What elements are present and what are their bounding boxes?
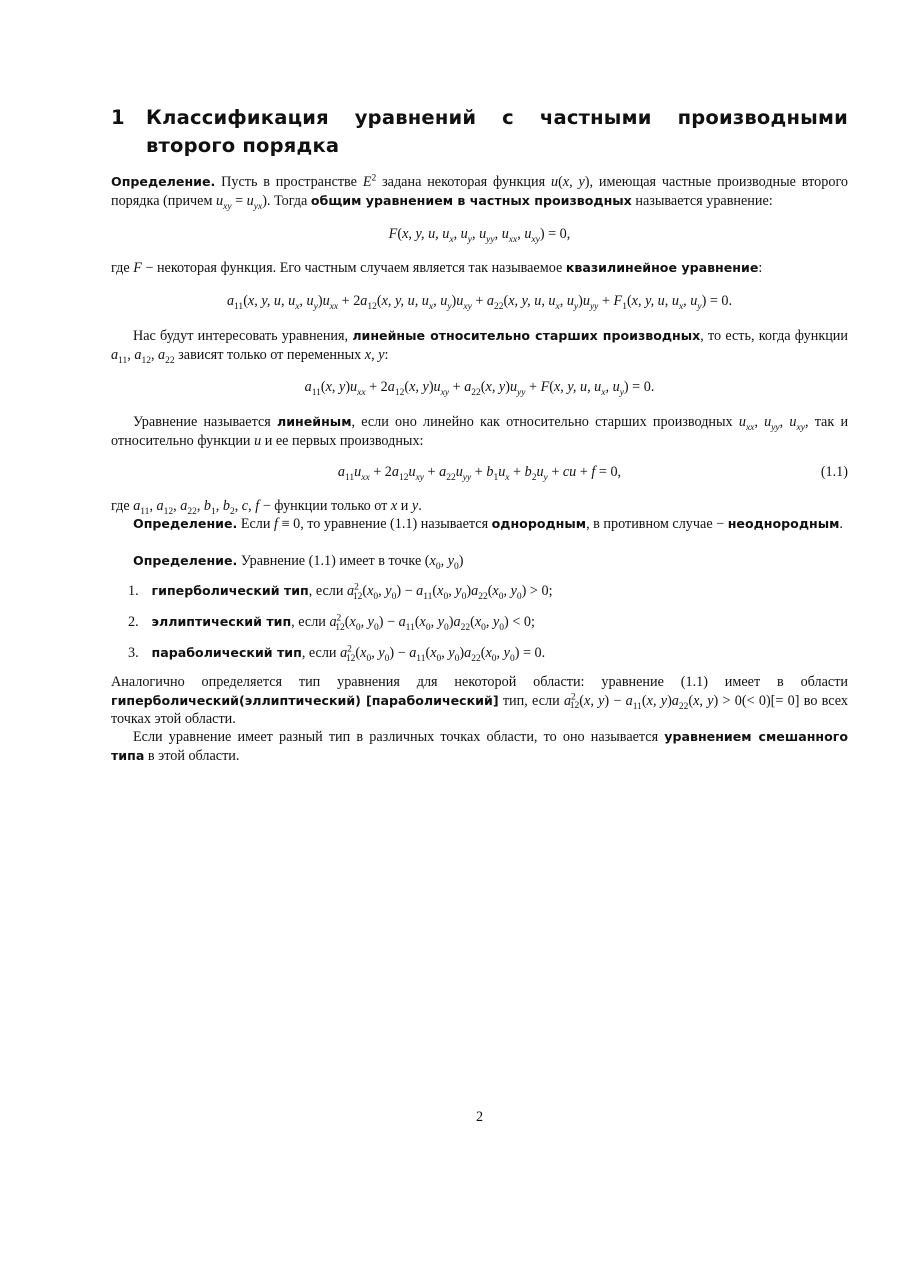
list-item-hyperbolic: 1. гиперболический тип, если $a^2_{12}(x_0$, $y_0) - a_{11}(x_0$, $y_0)a_{22}(x_0$, $y_0) > 0$; (128, 582, 553, 602)
definition-homogeneous: Определение. Если f ≡ 0, то уравнение (1.1) называется однородным, в противном случае − неоднородным. (133, 516, 843, 532)
page-number: 2 (475, 1109, 484, 1125)
definition-label: Определение. (133, 553, 238, 568)
section-number: 1 (111, 106, 125, 129)
definition-general-equation: Определение. Пусть в пространстве $E^2$ задана некоторая функция u(x, y), имеющая частные производные второго порядка (причем $u_{xy} = u_{yx}$). Тогда общим уравнением в частных производных называется уравнение: (111, 173, 849, 212)
mixed-type-paragraph: Если уравнение имеет разный тип в различных точках области, то оно называется уравнением смешанного типа в этой области. (111, 729, 849, 764)
coefficients-note: где $a_{11}$, $a_{12}$, $a_{22}$, $b_1$, $b_2$, c, f − функции только от x и y. (111, 498, 422, 517)
term-linear-senior: линейные относительно старших производных (352, 328, 701, 343)
term-linear: линейным (276, 414, 352, 429)
section-title: Классификация уравнений с частными производными второго порядка (146, 106, 848, 157)
definition-label: Определение. (133, 516, 238, 531)
term-quasilinear: квазилинейное уравнение (565, 260, 759, 275)
equation-linear: $a_{11}u_{xx} + 2a_{12}u_{xy} + a_{22}u_{yy} + b_1u_x + b_2u_y$ + cu + f = 0, (1.1) (337, 464, 848, 483)
term-region-types: гиперболический(эллиптический) [параболический] (111, 692, 499, 708)
region-type-paragraph: Аналогично определяется тип уравнения для некоторой области: уравнение (1.1) имеет в области гиперболический(эллиптический) [параболический] тип, если $a^2_{12}(x$, $y) - a_{11}(x$, $y)a_{22}(x$, y) > 0(< 0)[= 0] во всех точках этой области. (111, 674, 848, 727)
term-hyperbolic: гиперболический тип (151, 583, 309, 598)
equation-general: F(x, y, u, $u_x$, $u_y$, $u_{yy}$, $u_{xx}$, $u_{xy}) = 0$, (388, 226, 571, 245)
equation-senior-linear: $a_{11}(x$, $y)u_{xx} + 2a_{12}(x$, $y)u_{xy} + a_{22}(x$, $y)u_{yy} + F(x$, y, u, $u_x$, $u_y) = 0$. (304, 379, 655, 398)
term-general-equation: общим уравнением в частных производных (310, 192, 632, 208)
equation-number: (1.1) (820, 464, 848, 480)
term-elliptic: эллиптический тип (151, 614, 292, 629)
term-parabolic: параболический тип (151, 645, 302, 660)
term-nonhomogeneous: неоднородным (727, 516, 840, 531)
term-mixed-type: уравнением смешанного типа (111, 729, 849, 763)
term-homogeneous: однородным (491, 516, 587, 531)
senior-derivatives-paragraph: Нас будут интересовать уравнения, линейные относительно старших производных, то есть, когда функции $a_{11}$, $a_{12}$, $a_{22}$ зависят только от переменных x, y: (111, 328, 848, 366)
definition-type: Определение. Уравнение (1.1) имеет в точке ($x_0$, $y_0$) (133, 553, 464, 572)
equation-quasilinear: $a_{11}(x$, y, u, $u_x$, $u_y)u_{xx} + 2a_{12}(x$, y, u, $u_x$, $u_y)u_{xy} + a_{22}(x$, y, u, $u_x$, $u_y)u_{yy} + F_1(x$, y, u, $u_x$, $u_y) = 0$. (226, 293, 733, 312)
list-item-elliptic: 2. эллиптический тип, если $a^2_{12}(x_0$, $y_0) - a_{11}(x_0$, $y_0)a_{22}(x_0$, $y_0) < 0$; (128, 613, 535, 633)
list-item-parabolic: 3. параболический тип, если $a^2_{12}(x_0$, $y_0) - a_{11}(x_0$, $y_0)a_{22}(x_0$, $y_0) = 0$. (128, 644, 546, 664)
quasilinear-intro: где F − некоторая функция. Его частным случаем является так называемое квазилинейное уравнение: (111, 260, 763, 276)
section-heading (111, 104, 848, 160)
linear-paragraph: Уравнение называется линейным, если оно линейно как относительно старших производных $u_{xx}$, $u_{yy}$, $u_{xy}$, так и относительно функции u и ее первых производных: (111, 414, 849, 449)
definition-label: Определение. (111, 174, 216, 189)
